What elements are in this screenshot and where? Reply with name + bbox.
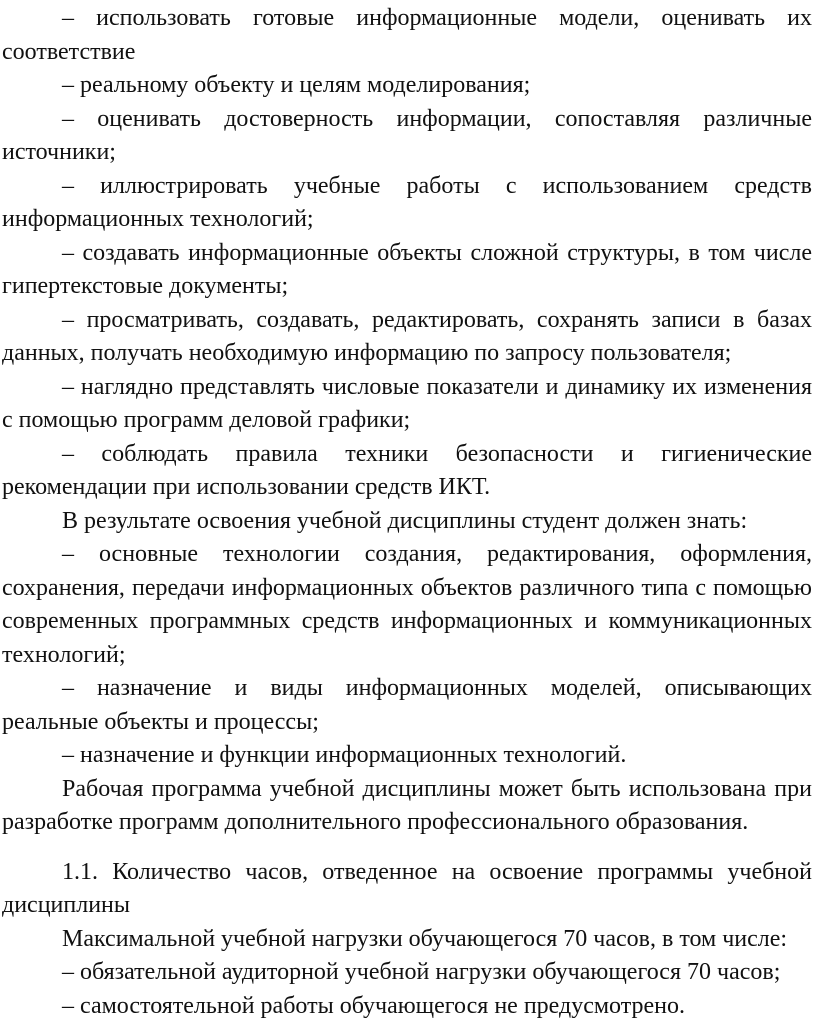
skill-item-illustrate-works: – иллюстрировать учебные работы с использованием средств информационных технологий; <box>2 170 812 237</box>
knowledge-intro: В результате освоения учебной дисциплины студент должен знать: <box>2 505 812 539</box>
skill-item-real-object: – реальному объекту и целям моделирования; <box>2 69 812 103</box>
load-item-classroom: – обязательной аудиторной учебной нагрузки обучающегося 70 часов; <box>2 956 812 990</box>
skill-item-safety-rules: – соблюдать правила техники безопасности и гигиенические рекомендации при использовании средств ИКТ. <box>2 438 812 505</box>
skill-item-use-models: – использовать готовые информационные модели, оценивать их соответствие <box>2 2 812 69</box>
section-heading-hours: 1.1. Количество часов, отведенное на освоение программы учебной дисциплины <box>2 856 812 923</box>
skill-item-database-records: – просматривать, создавать, редактировать, сохранять записи в базах данных, получать необходимую информацию по запросу пользователя; <box>2 304 812 371</box>
max-load-paragraph: Максимальной учебной нагрузки обучающегося 70 часов, в том числе: <box>2 923 812 957</box>
skill-item-evaluate-reliability: – оценивать достоверность информации, сопоставляя различные источники; <box>2 103 812 170</box>
section-spacer <box>2 840 812 856</box>
knowledge-item-model-types: – назначение и виды информационных моделей, описывающих реальные объекты и процессы; <box>2 672 812 739</box>
skill-item-business-graphics: – наглядно представлять числовые показатели и динамику их изменения с помощью программ деловой графики; <box>2 371 812 438</box>
knowledge-item-it-functions: – назначение и функции информационных технологий. <box>2 739 812 773</box>
knowledge-item-technologies: – основные технологии создания, редактирования, оформления, сохранения, передачи информационных объектов различного типа с помощью современных программных средств информационных и коммуникационных технологий; <box>2 538 812 672</box>
program-usage-paragraph: Рабочая программа учебной дисциплины может быть использована при разработке программ дополнительного профессионального образования. <box>2 773 812 840</box>
load-item-independent: – самостоятельной работы обучающегося не предусмотрено. <box>2 990 812 1023</box>
skill-item-create-objects: – создавать информационные объекты сложной структуры, в том числе гипертекстовые документы; <box>2 237 812 304</box>
